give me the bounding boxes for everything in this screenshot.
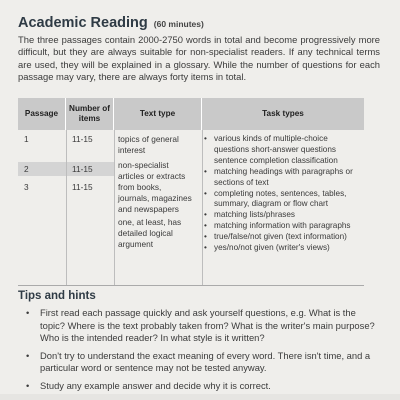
- list-item: • completing notes, sentences, tables, summary, diagram or flow chart: [204, 188, 347, 209]
- text-type-line: articles or extracts: [118, 171, 186, 181]
- text-type-line: argument: [118, 239, 154, 249]
- list-item: • Study any example answer and decide why it is correct.: [26, 379, 271, 391]
- task-types-list: [204, 134, 364, 254]
- list-item: • matching headings with paragraphs or sections of text: [204, 166, 353, 187]
- passage-3: 3: [24, 182, 29, 192]
- header-text-type: Text type: [114, 98, 202, 130]
- reading-table: [18, 98, 364, 286]
- list-item: • First read each passage quickly and ask yourself questions, e.g. What is the topic? Where is the text probably taken from? What is the writer's main purpose? Who is the intended reader? In what style is it written?: [26, 307, 375, 344]
- section-title: [18, 15, 204, 31]
- section-title-text: Academic Reading: [18, 15, 148, 31]
- column-divider: [202, 130, 203, 285]
- header-number-of-items: Number of items: [66, 98, 114, 130]
- text-type-line: from books,: [118, 182, 162, 192]
- items-3: 11-15: [72, 182, 93, 192]
- passage-2: 2: [24, 164, 29, 174]
- text-type-line: non-specialist: [118, 160, 169, 170]
- list-item: • various kinds of multiple-choice questions short-answer questions sentence completion classification: [204, 134, 338, 165]
- text-type-line: interest: [118, 145, 146, 155]
- page-edge: [0, 394, 400, 400]
- header-task-types: Task types: [262, 109, 304, 118]
- header-passage: Passage: [18, 98, 66, 130]
- text-type-line: topics of general: [118, 134, 179, 144]
- column-divider: [66, 130, 67, 285]
- text-type-line: one, at least, has: [118, 217, 182, 227]
- list-item: • matching lists/phrases: [204, 210, 295, 220]
- list-item: • yes/no/not given (writer's views): [204, 243, 330, 253]
- tips-heading: Tips and hints: [18, 290, 96, 302]
- tips-list: [26, 307, 376, 398]
- text-type-line: detailed logical: [118, 228, 173, 238]
- text-type-line: journals, magazines: [118, 193, 192, 203]
- passage-1: 1: [24, 134, 29, 144]
- text-type-line: and newspapers: [118, 204, 179, 214]
- list-item: • true/false/not given (text information): [204, 232, 347, 242]
- column-divider: [114, 130, 115, 285]
- table-header: [18, 98, 364, 130]
- items-1: 11-15: [72, 134, 93, 144]
- list-item: • matching information with paragraphs: [204, 221, 351, 231]
- list-item: • Don't try to understand the exact meaning of every word. There isn't time, and a particular word or sentence may not be tested anyway.: [26, 349, 371, 374]
- items-2: 11-15: [72, 164, 93, 174]
- section-duration: (60 minutes): [153, 19, 204, 29]
- intro-paragraph: The three passages contain 2000-2750 words in total and become progressively more difficult, but they are always suitable for non-specialist readers. If any technical terms are used, they will be explained in a glossary. While the number of questions for each passage may vary, there are always forty items in total.: [18, 34, 380, 83]
